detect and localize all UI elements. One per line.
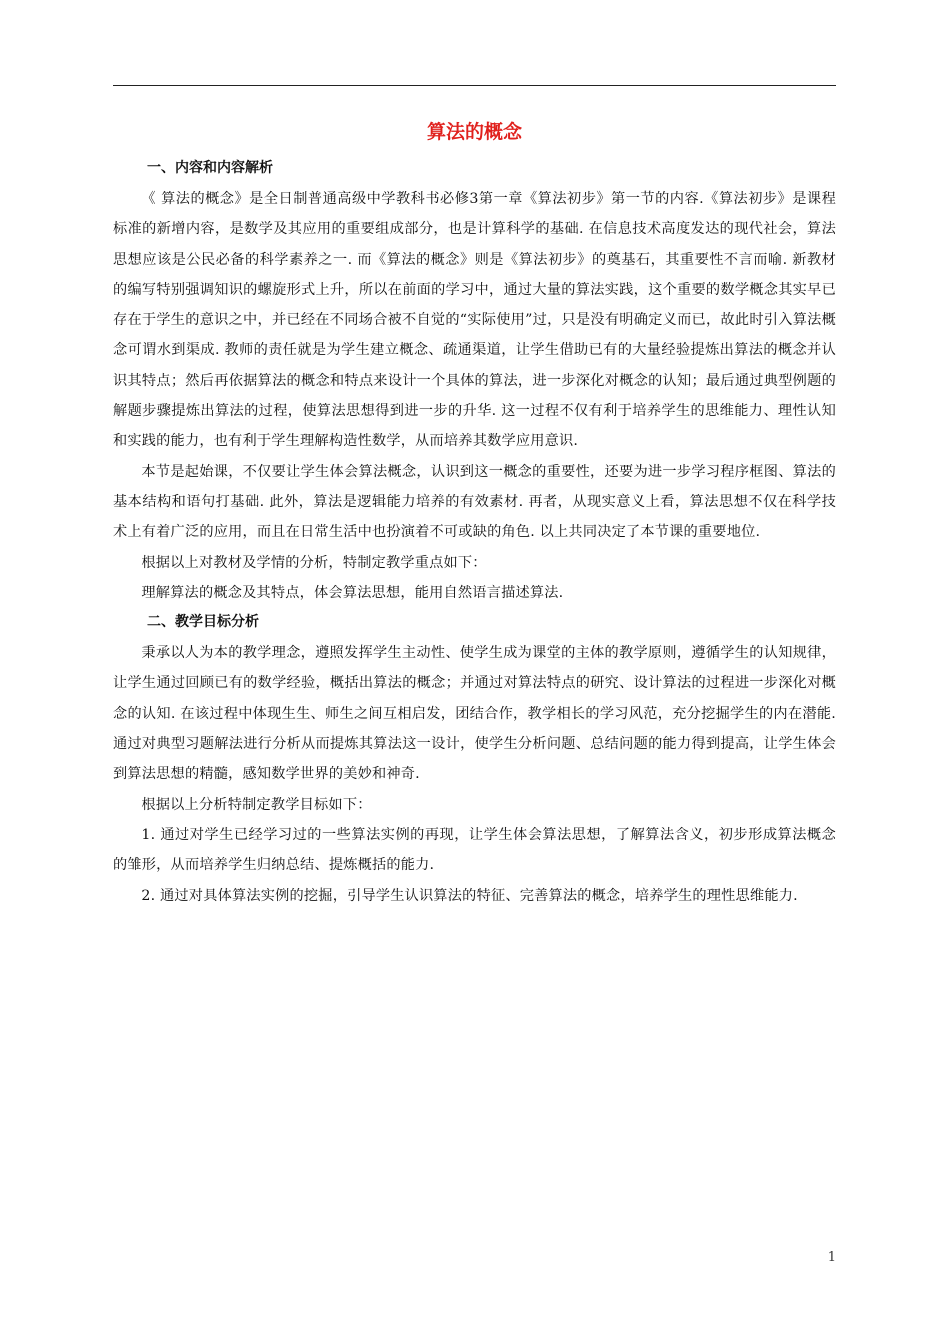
header-rule xyxy=(113,85,836,86)
paragraph: 《 算法的概念》是全日制普通高级中学教科书必修3第一章《算法初步》第一节的内容.《算法初步》是课程标准的新增内容，是数学及其应用的重要组成部分，也是计算科学的基础. 在信息技术高度发达的现代社会，算法思想应该是公民必备的科学素养之一. 而《算法的概念》则是《算法初步》的奠基石，其重要性不言而喻. 新教材的编写特别强调知识的螺旋形式上升，所以在前面的学习中，通过大量的算法实践，这个重要的数学概念其实早已存在于学生的意识之中，并已经在不同场合被不自觉的“实际使用”过，只是没有明确定义而已，故此时引入算法概念可谓水到渠成. 教师的责任就是为学生建立概念、疏通渠道，让学生借助已有的大量经验提炼出算法的概念并认识其特点；然后再依据算法的概念和特点来设计一个具体的算法，进一步深化对概念的认知；最后通过典型例题的解题步骤提炼出算法的过程，使算法思想得到进一步的升华. 这一过程不仅有利于培养学生的思维能力、理性认知和实践的能力，也有利于学生理解构造性数学，从而培养其数学应用意识. xyxy=(113,191,836,450)
document-title: 算法的概念 xyxy=(426,121,522,143)
page-number: 1 xyxy=(827,1250,836,1265)
paragraph: 1. 通过对学生已经学习过的一些算法实例的再现，让学生体会算法思想，了解算法含义，初步形成算法概念的雏形，从而培养学生归纳总结、提炼概括的能力. xyxy=(113,826,836,874)
paragraph: 2. 通过对具体算法实例的挖掘，引导学生认识算法的特征、完善算法的概念，培养学生的理性思维能力. xyxy=(141,887,798,904)
paragraph: 根据以上分析特制定教学目标如下： xyxy=(141,796,372,813)
paragraph: 秉承以人为本的教学理念，遵照发挥学生主动性、使学生成为课堂的主体的教学原则，遵循学生的认知规律，让学生通过回顾已有的数学经验，概括出算法的概念；并通过对算法特点的研究、设计算法的过程进一步深化对概念的认知. 在该过程中体现生生、师生之间互相启发，团结合作，教学相长的学习风范，充分挖掘学生的内在潜能. 通过对典型习题解法进行分析从而提炼其算法这一设计，使学生分析问题、总结问题的能力得到提高，让学生体会到算法思想的精髓，感知数学世界的美妙和神奇. xyxy=(113,645,836,783)
paragraph: 理解算法的概念及其特点，体会算法思想，能用自然语言描述算法. xyxy=(141,584,564,601)
section-heading-teaching-goals: 二、教学目标分析 xyxy=(147,614,259,631)
paragraph: 根据以上对教材及学情的分析，特制定教学重点如下： xyxy=(141,554,487,571)
document-body xyxy=(113,118,836,911)
paragraph: 本节是起始课，不仅要让学生体会算法概念，认识到这一概念的重要性，还要为进一步学习程序框图、算法的基本结构和语句打基础. 此外，算法是逻辑能力培养的有效素材. 再者，从现实意义上看，算法思想不仅在科学技术上有着广泛的应用，而且在日常生活中也扮演着不可或缺的角色. 以上共同决定了本节课的重要地位. xyxy=(113,463,836,541)
section-heading-content-analysis: 一、内容和内容解析 xyxy=(147,160,273,176)
